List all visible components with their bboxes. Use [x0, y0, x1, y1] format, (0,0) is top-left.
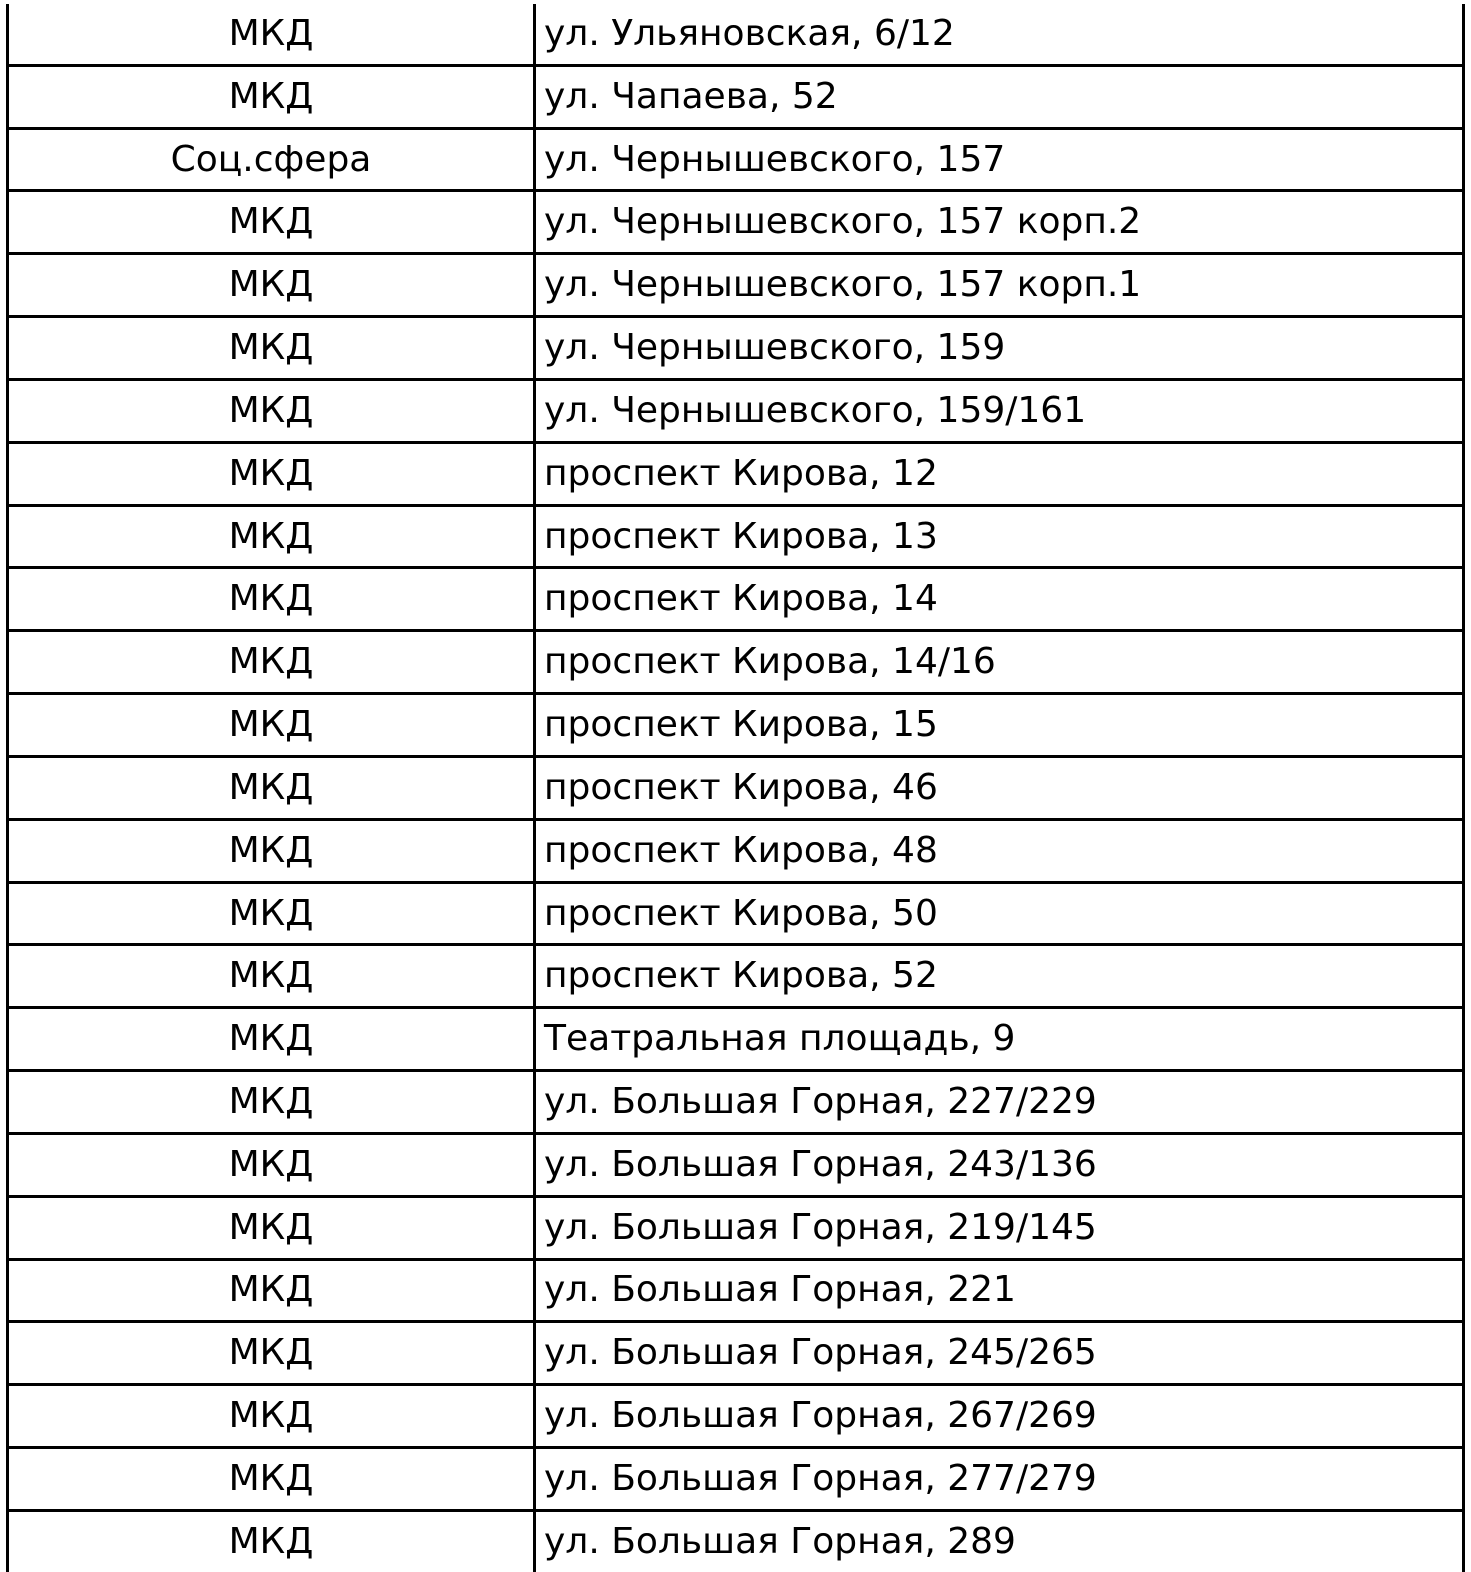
table-row: [8, 1071, 1464, 1134]
table-row: [8, 631, 1464, 694]
address-table: [6, 4, 1465, 1572]
address-cell: Театральная площадь, 9: [535, 1008, 1464, 1071]
address-cell: проспект Кирова, 13: [535, 505, 1464, 568]
address-cell: ул. Большая Горная, 277/279: [535, 1448, 1464, 1511]
table-row: [8, 1133, 1464, 1196]
address-cell: проспект Кирова, 48: [535, 819, 1464, 882]
address-cell: ул. Большая Горная, 219/145: [535, 1196, 1464, 1259]
table-row: [8, 442, 1464, 505]
object-type-cell: МКД: [8, 1071, 535, 1134]
address-cell: проспект Кирова, 12: [535, 442, 1464, 505]
object-type-cell: МКД: [8, 1259, 535, 1322]
object-type-cell: МКД: [8, 1322, 535, 1385]
table-row: [8, 65, 1464, 128]
table-row: [8, 505, 1464, 568]
table-row: [8, 568, 1464, 631]
object-type-cell: МКД: [8, 1196, 535, 1259]
table-row: [8, 254, 1464, 317]
table-row: [8, 756, 1464, 819]
table-row: [8, 1510, 1464, 1571]
address-cell: ул. Ульяновская, 6/12: [535, 4, 1464, 65]
object-type-cell: МКД: [8, 4, 535, 65]
table-row: [8, 1322, 1464, 1385]
address-cell: ул. Большая Горная, 221: [535, 1259, 1464, 1322]
object-type-cell: МКД: [8, 568, 535, 631]
table-row: [8, 4, 1464, 65]
table-row: [8, 1448, 1464, 1511]
table-row: [8, 819, 1464, 882]
table-row: [8, 191, 1464, 254]
table-row: [8, 317, 1464, 380]
table-row: [8, 1008, 1464, 1071]
table-row: [8, 1385, 1464, 1448]
object-type-cell: МКД: [8, 819, 535, 882]
address-cell: проспект Кирова, 46: [535, 756, 1464, 819]
address-cell: проспект Кирова, 14/16: [535, 631, 1464, 694]
object-type-cell: МКД: [8, 1448, 535, 1511]
address-cell: ул. Чернышевского, 157 корп.1: [535, 254, 1464, 317]
address-cell: ул. Большая Горная, 267/269: [535, 1385, 1464, 1448]
object-type-cell: МКД: [8, 505, 535, 568]
object-type-cell: МКД: [8, 694, 535, 757]
object-type-cell: МКД: [8, 631, 535, 694]
address-cell: ул. Чернышевского, 159/161: [535, 379, 1464, 442]
object-type-cell: МКД: [8, 756, 535, 819]
object-type-cell: МКД: [8, 317, 535, 380]
address-cell: ул. Большая Горная, 289: [535, 1510, 1464, 1571]
address-cell: ул. Чернышевского, 157: [535, 128, 1464, 191]
address-cell: проспект Кирова, 14: [535, 568, 1464, 631]
object-type-cell: МКД: [8, 254, 535, 317]
object-type-cell: Соц.сфера: [8, 128, 535, 191]
address-cell: проспект Кирова, 52: [535, 945, 1464, 1008]
table-row: [8, 379, 1464, 442]
object-type-cell: МКД: [8, 882, 535, 945]
address-cell: ул. Большая Горная, 245/265: [535, 1322, 1464, 1385]
address-cell: ул. Чернышевского, 159: [535, 317, 1464, 380]
object-type-cell: МКД: [8, 1385, 535, 1448]
object-type-cell: МКД: [8, 945, 535, 1008]
object-type-cell: МКД: [8, 442, 535, 505]
address-cell: ул. Большая Горная, 243/136: [535, 1133, 1464, 1196]
address-cell: ул. Большая Горная, 227/229: [535, 1071, 1464, 1134]
table-row: [8, 1259, 1464, 1322]
object-type-cell: МКД: [8, 191, 535, 254]
address-table-body: [8, 4, 1464, 1572]
object-type-cell: МКД: [8, 1133, 535, 1196]
address-cell: проспект Кирова, 50: [535, 882, 1464, 945]
address-cell: ул. Чапаева, 52: [535, 65, 1464, 128]
table-row: [8, 128, 1464, 191]
object-type-cell: МКД: [8, 1008, 535, 1071]
table-row: [8, 945, 1464, 1008]
table-row: [8, 694, 1464, 757]
table-row: [8, 882, 1464, 945]
table-row: [8, 1196, 1464, 1259]
object-type-cell: МКД: [8, 65, 535, 128]
address-cell: ул. Чернышевского, 157 корп.2: [535, 191, 1464, 254]
object-type-cell: МКД: [8, 1510, 535, 1571]
object-type-cell: МКД: [8, 379, 535, 442]
address-cell: проспект Кирова, 15: [535, 694, 1464, 757]
